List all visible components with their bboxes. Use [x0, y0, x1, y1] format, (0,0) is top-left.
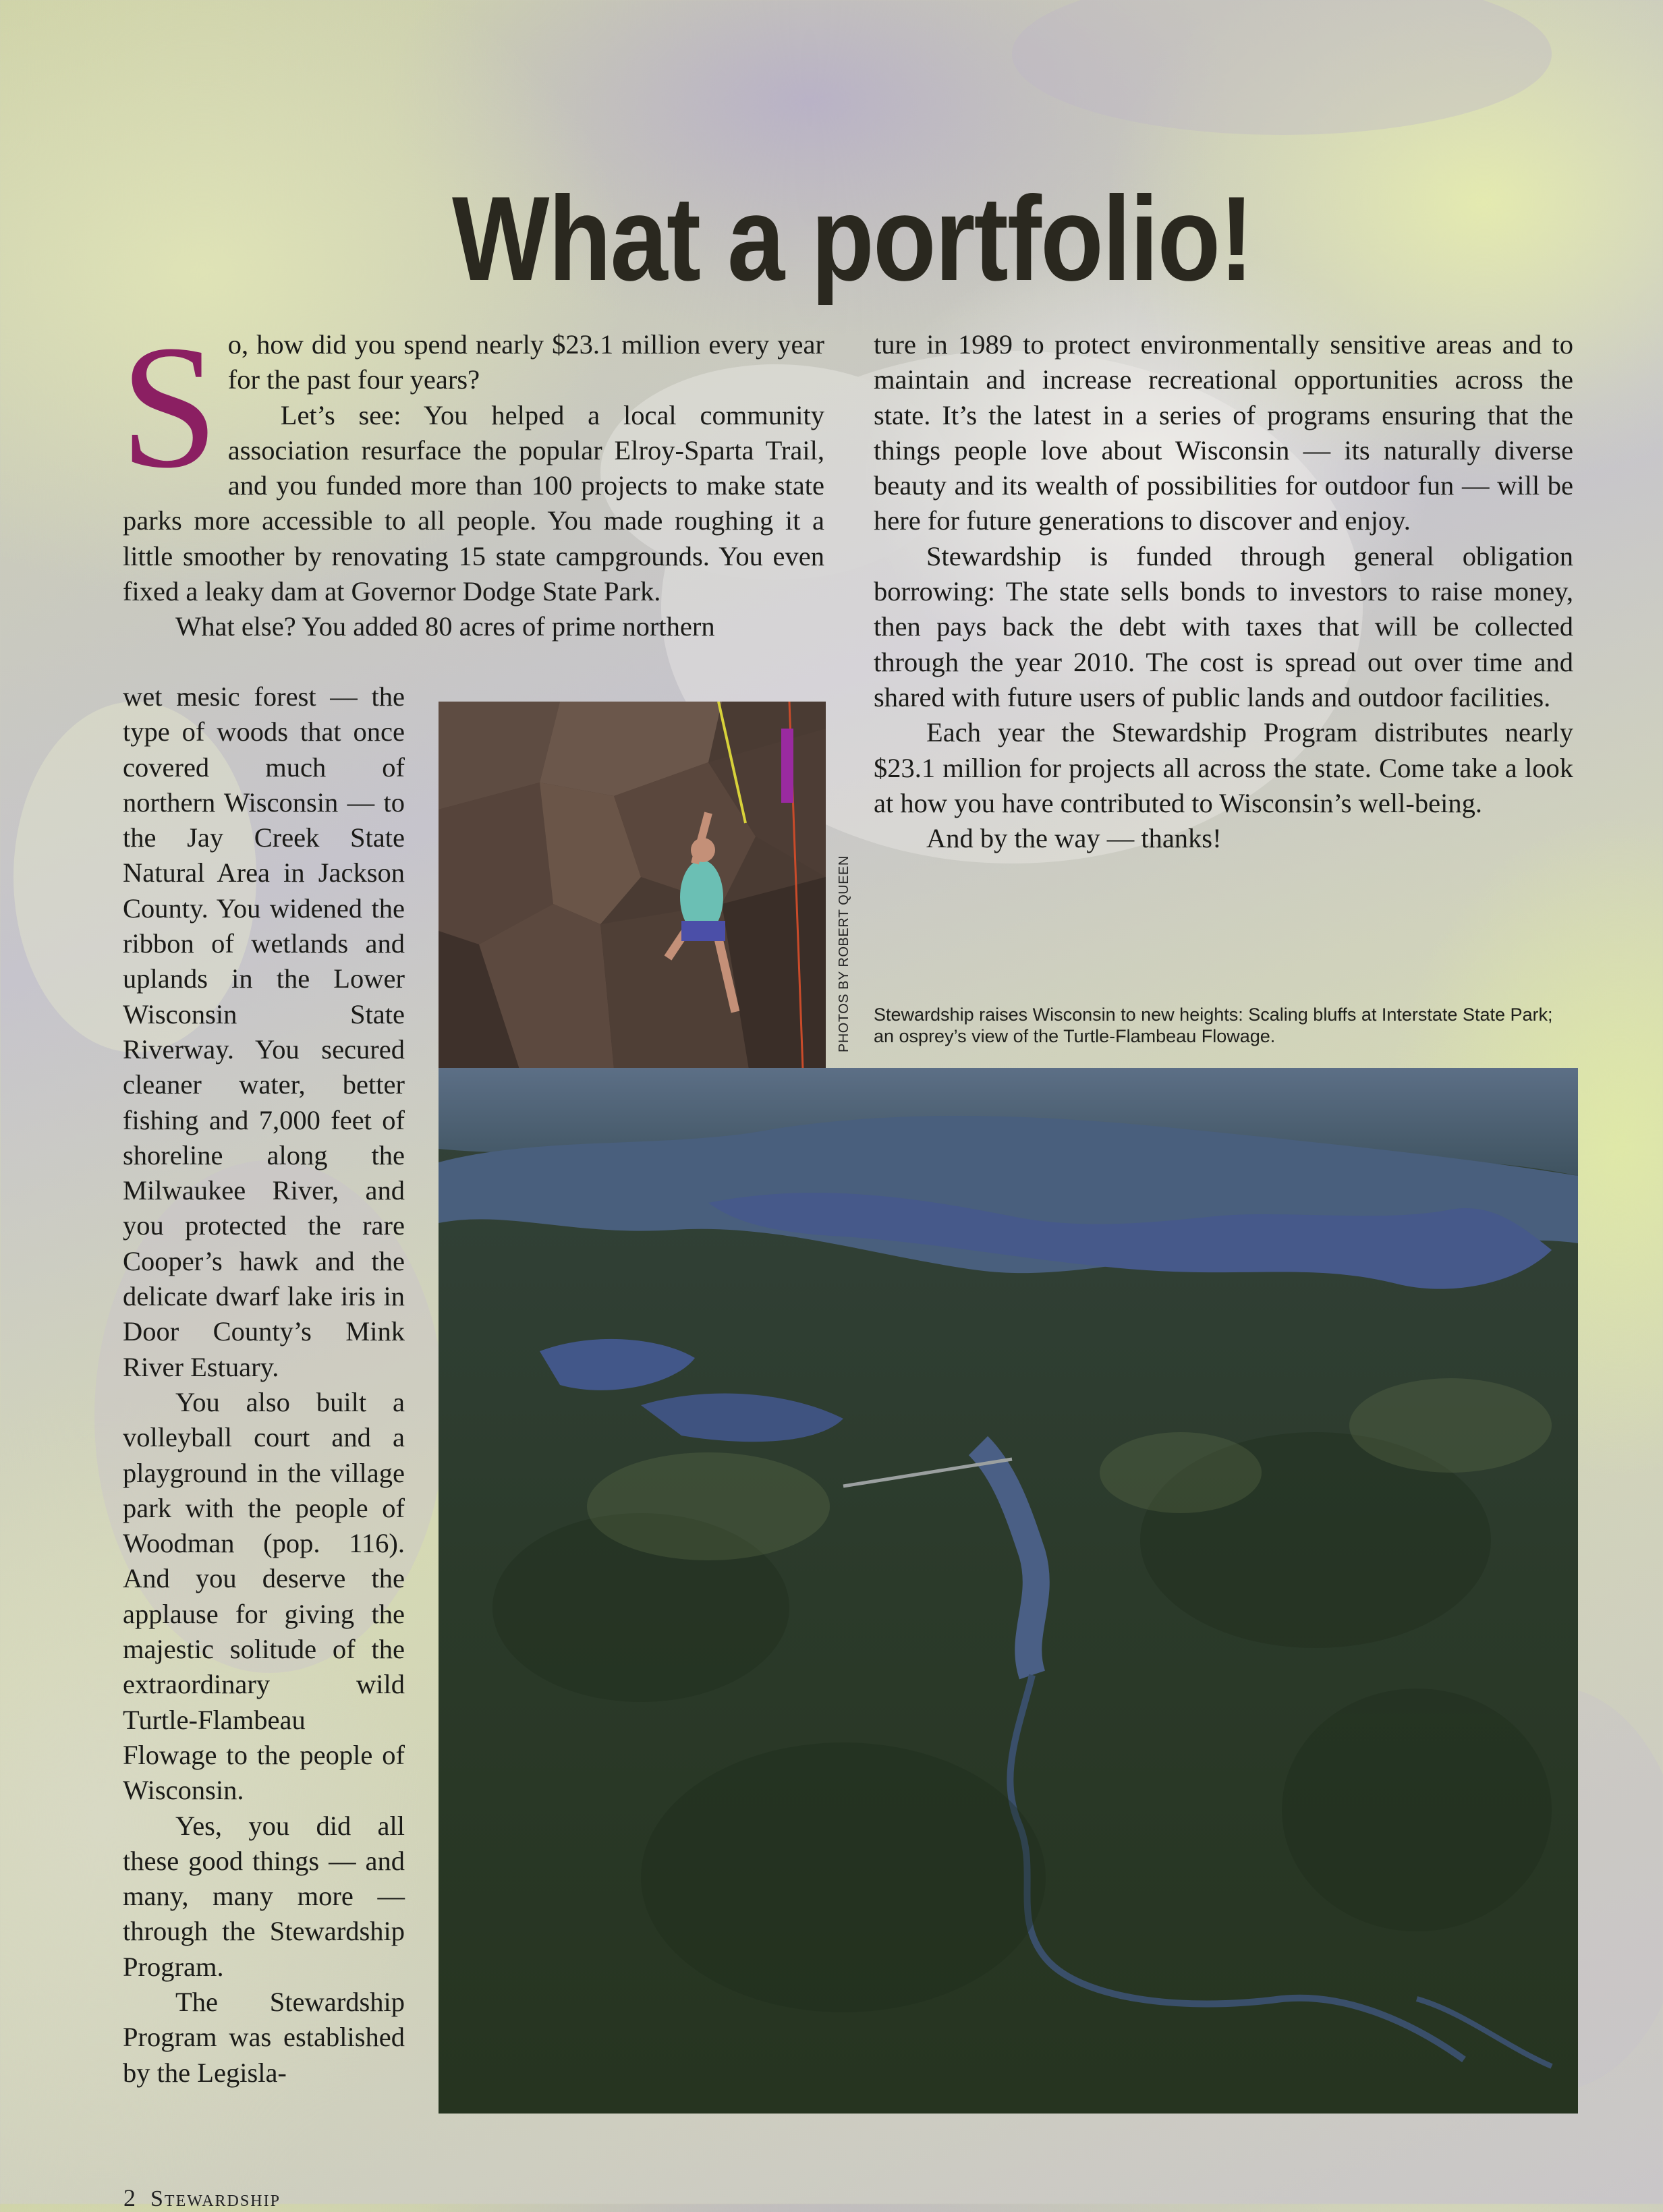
paragraph: wet mesic forest — the type of woods that once covered much of northern Wisconsin — to the Jay Creek State Natural Area in Jackson County. You widened the ribbon of wetlands and uplands in the Lower Wisconsin State Riverway. You secured cleaner water, better fishing and 7,000 feet of shoreline along the Milwaukee River, and you protected the rare Cooper’s hawk and the delicate dwarf lake iris in Door County’s Mink River Estuary. [123, 681, 405, 1382]
climbing-photo [439, 702, 826, 1069]
paragraph: You also built a volleyball court and a playground in the village park with the people of Woodman (pop. 116). And you deserve the applause for giving the majestic solitude of the extraordinary wild Turtle-Flambeau Flowage to the people of Wisconsin. [123, 1386, 405, 1806]
body-column-right [874, 327, 1573, 856]
paragraph: Each year the Stewardship Program distributes nearly $23.1 million for projects all across the state. Come take a look at how you have contributed to Wisconsin’s well-being. [874, 717, 1573, 818]
page-number: 2 [123, 2184, 136, 2211]
photo-credit: PHOTOS BY ROBERT QUEEN [837, 855, 851, 1052]
paragraph: And by the way — thanks! [926, 823, 1222, 854]
paragraph: Let’s see: You helped a local community association resurface the popular Elroy-Sparta Trail, and you funded more than 100 projects to make state parks more accessible to all people. You made roughing it a little smoother by renovating 15 state campgrounds. You even fixed a leaky dam at Governor Dodge State Park. [123, 399, 824, 607]
paragraph: ture in 1989 to protect environmentally sensitive areas and to maintain and increase recreational opportunities across the state. It’s the latest in a series of programs ensuring that the things people love about Wisconsin — its naturally diverse beauty and its wealth of possibilities for outdoor fun — will be here for future generations to discover and enjoy. [874, 329, 1573, 536]
article-title: What a portfolio! [452, 171, 1253, 306]
page-footer [123, 2184, 281, 2212]
paragraph: The Stewardship Program was established by the Legisla- [123, 1986, 405, 2088]
publication-name: Stewardship [150, 2186, 281, 2211]
paragraph: Stewardship is funded through general obligation borrowing: The state sells bonds to investors to raise money, then pays back the debt with taxes that will be collected through the year 2010. The cost is spread out over time and shared with future users of public lands and outdoor facilities. [874, 540, 1573, 712]
aerial-flowage-photo [439, 1068, 1578, 2114]
photo-caption: Stewardship raises Wisconsin to new heights: Scaling bluffs at Interstate State Park; an osprey’s view of the Turtle-Flambeau Flowage. [874, 1004, 1553, 1046]
body-column-left-narrow [123, 679, 405, 2091]
body-column-left-top [120, 309, 824, 645]
paragraph: o, how did you spend nearly $23.1 million every year for the past four years? [227, 329, 824, 395]
paragraph: Yes, you did all these good things — and many, many more — through the Stewardship Program. [123, 1810, 405, 1982]
paragraph: What else? You added 80 acres of prime northern [175, 611, 715, 642]
drop-cap: S [120, 309, 219, 505]
